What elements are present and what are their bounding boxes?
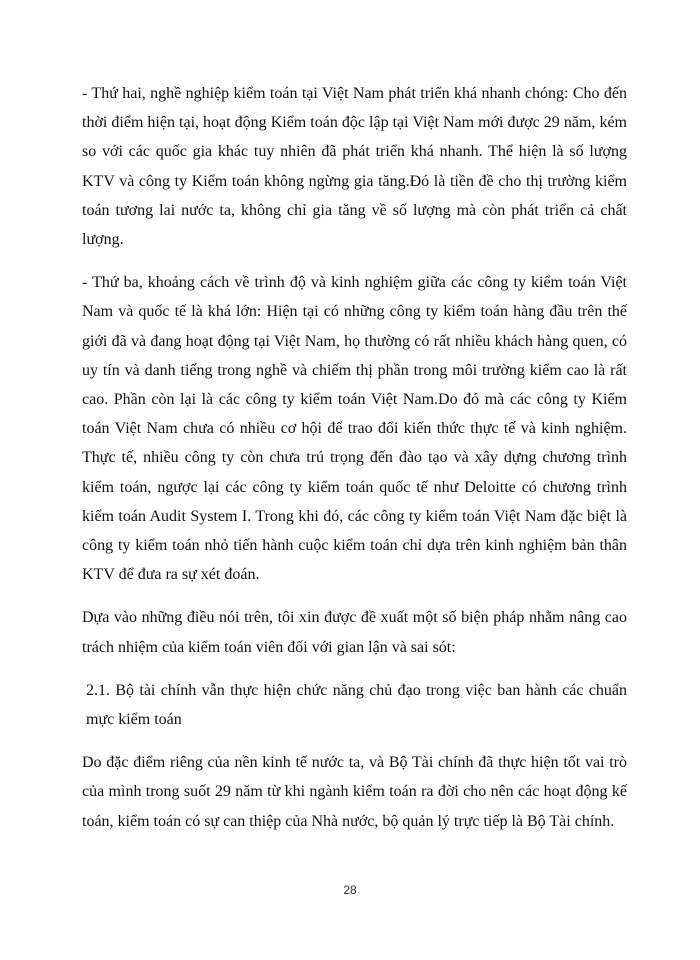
paragraph-proposal-intro: Dựa vào những điều nói trên, tôi xin được đề xuất một số biện pháp nhằm nâng cao trách nhiệm của kiểm toán viên đối với gian lận và sai sót: xyxy=(82,609,627,656)
page-number: 28 xyxy=(343,883,357,897)
paragraph-second-point: - Thứ hai, nghề nghiệp kiểm toán tại Việt Nam phát triển khá nhanh chóng: Cho đến thời điểm hiện tại, hoạt động Kiểm toán độc lập tại Việt Nam mới được 29 năm, kém so với các quốc gia khác tuy nhiên đã phát triển khá nhanh. Thể hiện là số lượng KTV và công ty Kiểm toán không ngừng gia tăng.Đó là tiền đề cho thị trường kiểm toán tương lai nước ta, không chỉ gia tăng về số lượng mà còn phát triển cả chất lượng. xyxy=(82,85,627,249)
section-heading-2-1: 2.1. Bộ tài chính vẫn thực hiện chức năng chủ đạo trong việc ban hành các chuẩn mực kiểm toán xyxy=(86,681,627,729)
paragraph-closing: Do đặc điểm riêng của nền kinh tế nước ta, và Bộ Tài chính đã thực hiện tốt vai trò của mình trong suốt 29 năm từ khi ngành kiểm toán ra đời cho nên các hoạt động kế toán, kiểm toán có sự can thiệp của Nhà nước, bộ quản lý trực tiếp là Bộ Tài chính. xyxy=(82,754,627,830)
paragraph-third-point: - Thứ ba, khoảng cách về trình độ và kinh nghiệm giữa các công ty kiểm toán Việt Nam và quốc tế là khá lớn: Hiện tại có những công ty kiểm toán hàng đầu trên thế giới đã và đang hoạt động tại Việt Nam, họ thường có rất nhiều khách hàng quen, có uy tín và danh tiếng trong nghề và chiếm thị phần trong môi trường kiểm cao là rất cao. Phần còn lại là các công ty kiểm toán Việt Nam.Do đó mà các công ty Kiểm toán Việt Nam chưa có nhiều cơ hội để trao đổi kiến thức thực tế và kinh nghiệm. Thực tế, nhiều công ty còn chưa trú trọng đến đào tạo và xây dựng chương trình kiểm toán, ngược lại các công ty kiểm toán quốc tế như Deloitte có chương trình kiểm toán Audit System I. Trong khi đó, các công ty kiểm toán Việt Nam đặc biệt là công ty kiểm toán nhỏ tiến hành cuộc kiểm toán chỉ dựa trên kinh nghiệm bản thân KTV để đưa ra sự xét đoán. xyxy=(82,274,627,584)
page-body xyxy=(82,79,627,850)
